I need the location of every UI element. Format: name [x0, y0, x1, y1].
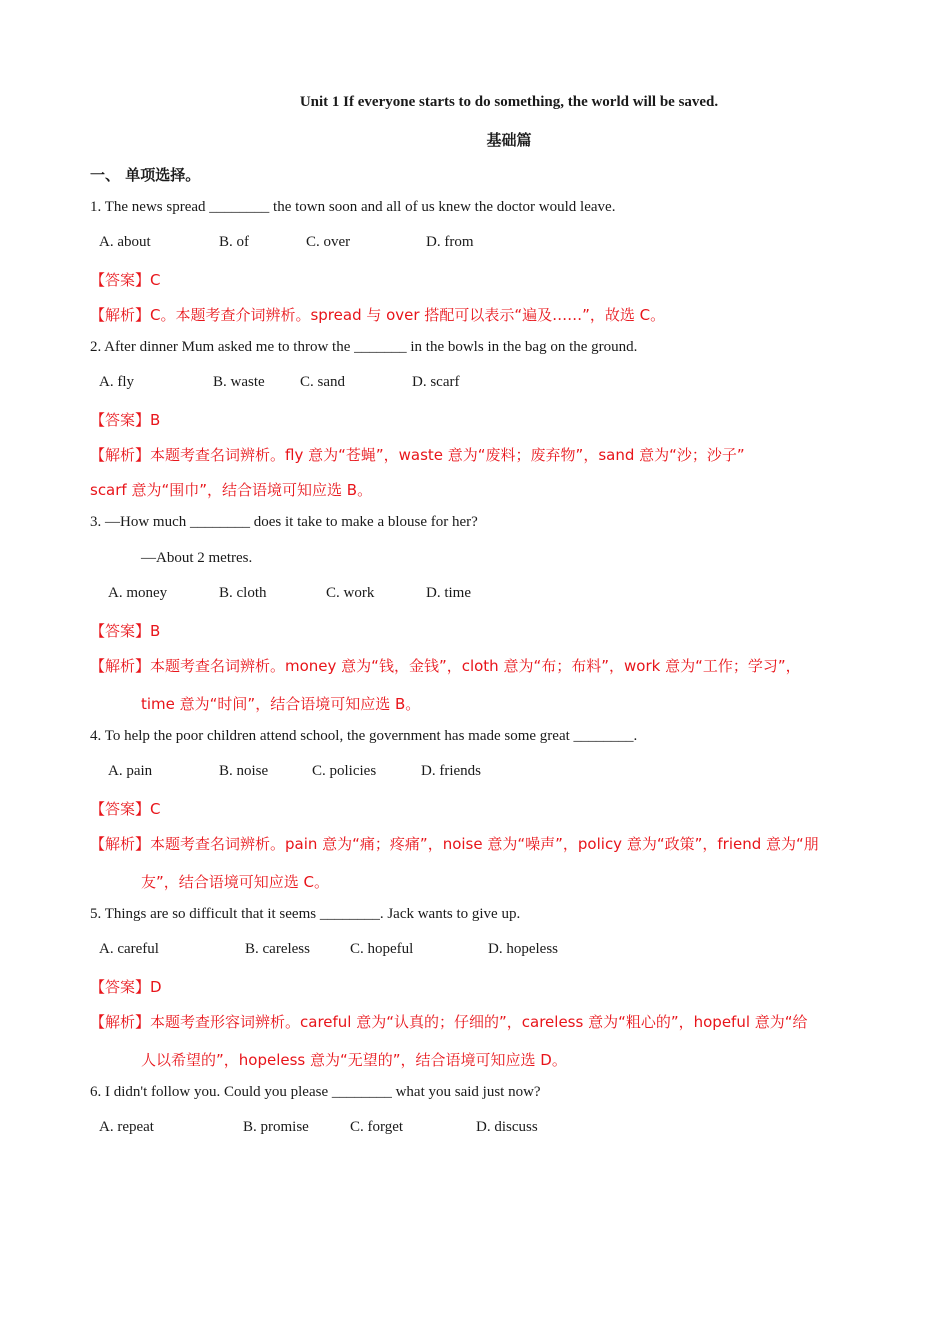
- question-3-reply: —About 2 metres.: [141, 550, 253, 566]
- document-subtitle: 基础篇: [486, 133, 532, 149]
- question-6-option-d: D. discuss: [476, 1119, 538, 1135]
- question-3-analysis: 【解析】本题考查名词辨析。money 意为“钱，金钱”，cloth 意为“布；布料”，work 意为“工作；学习”，: [90, 657, 801, 675]
- question-2-option-b: B. waste: [213, 374, 265, 390]
- question-2-analysis: 【解析】本题考查名词辨析。fly 意为“苍蝇”，waste 意为“废料；废弃物”，sand 意为“沙；沙子”: [90, 446, 745, 464]
- question-2-answer: 【答案】B: [90, 411, 161, 429]
- question-4-option-a: A. pain: [108, 763, 153, 779]
- question-5-analysis-cont: 人以希望的”，hopeless 意为“无望的”，结合语境可知应选 D。: [141, 1051, 567, 1069]
- question-6-option-a: A. repeat: [99, 1119, 154, 1135]
- question-5-analysis: 【解析】本题考查形容词辨析。careful 意为“认真的；仔细的”，careless 意为“粗心的”，hopeful 意为“给: [90, 1013, 808, 1031]
- question-4-analysis: 【解析】本题考查名词辨析。pain 意为“痛；疼痛”，noise 意为“噪声”，policy 意为“政策”，friend 意为“朋: [90, 835, 819, 853]
- document-title: Unit 1 If everyone starts to do something, the world will be saved.: [299, 94, 719, 110]
- question-4-stem: 4. To help the poor children attend school, the government has made some great ________.: [90, 728, 638, 744]
- question-6-option-c: C. forget: [350, 1119, 404, 1135]
- question-3-stem: 3. —How much ________ does it take to make a blouse for her?: [90, 514, 478, 530]
- question-5-stem: 5. Things are so difficult that it seems ________. Jack wants to give up.: [90, 906, 521, 922]
- question-5-option-d: D. hopeless: [488, 941, 558, 957]
- question-1-option-d: D. from: [426, 234, 474, 250]
- question-2-analysis-cont: scarf 意为“围巾”，结合语境可知应选 B。: [90, 481, 373, 499]
- question-4-answer: 【答案】C: [90, 800, 161, 818]
- question-1-option-b: B. of: [219, 234, 249, 250]
- question-3-option-c: C. work: [326, 585, 375, 601]
- question-2-option-a: A. fly: [99, 374, 134, 390]
- question-5-option-c: C. hopeful: [350, 941, 414, 957]
- question-1-stem: 1. The news spread ________ the town soon and all of us knew the doctor would leave.: [90, 199, 616, 215]
- question-5-answer: 【答案】D: [90, 978, 162, 996]
- question-3-analysis-cont: time 意为“时间”，结合语境可知应选 B。: [141, 695, 421, 713]
- question-3-option-b: B. cloth: [219, 585, 267, 601]
- question-4-analysis-cont: 友”，结合语境可知应选 C。: [141, 873, 330, 891]
- question-1-option-c: C. over: [306, 234, 351, 250]
- question-3-option-a: A. money: [108, 585, 168, 601]
- question-4-option-c: C. policies: [312, 763, 377, 779]
- question-2-option-d: D. scarf: [412, 374, 460, 390]
- question-3-answer: 【答案】B: [90, 622, 161, 640]
- question-3-option-d: D. time: [426, 585, 471, 601]
- question-5-option-a: A. careful: [99, 941, 159, 957]
- question-4-option-b: B. noise: [219, 763, 269, 779]
- question-6-stem: 6. I didn't follow you. Could you please ________ what you said just now?: [90, 1084, 541, 1100]
- question-4-option-d: D. friends: [421, 763, 481, 779]
- question-1-analysis: 【解析】C。本题考查介词辨析。spread 与 over 搭配可以表示“遍及……”，故选 C。: [90, 306, 666, 324]
- question-2-option-c: C. sand: [300, 374, 345, 390]
- question-6-option-b: B. promise: [243, 1119, 309, 1135]
- section-heading: 一、 单项选择。: [90, 166, 201, 184]
- question-2-stem: 2. After dinner Mum asked me to throw the _______ in the bowls in the bag on the ground.: [90, 339, 638, 355]
- question-1-answer: 【答案】C: [90, 271, 161, 289]
- question-5-option-b: B. careless: [245, 941, 310, 957]
- question-1-option-a: A. about: [99, 234, 151, 250]
